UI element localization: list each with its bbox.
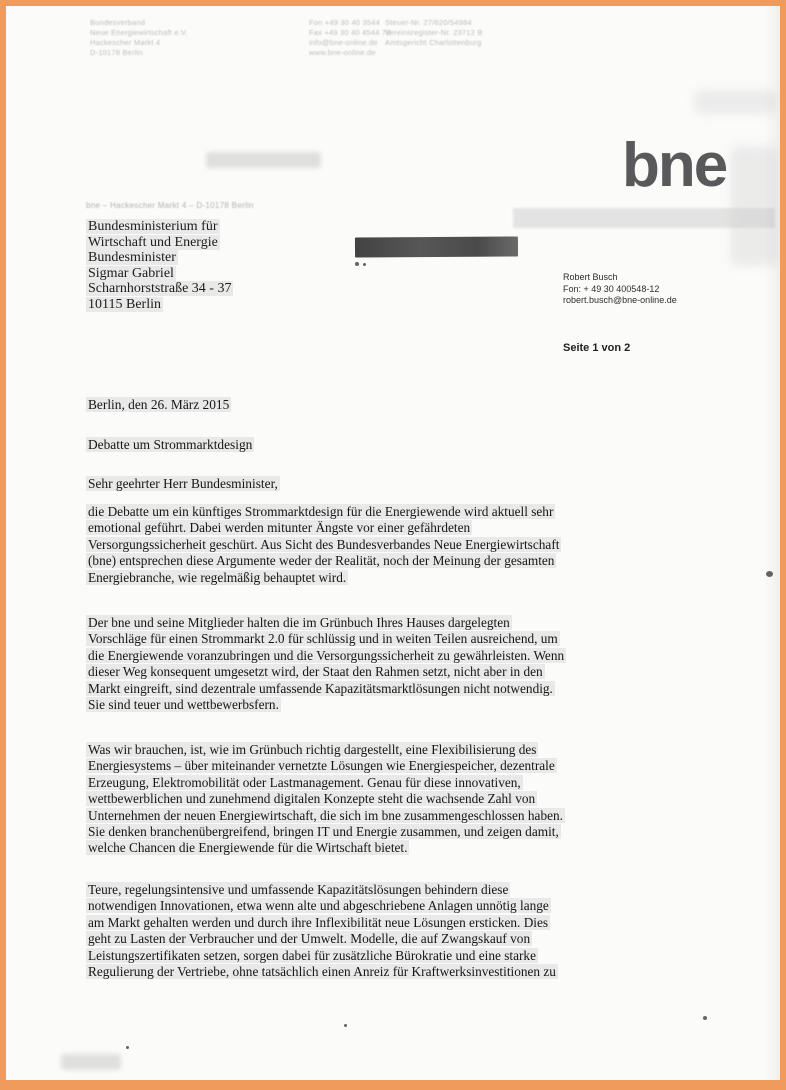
letterhead-line: Vereinsregister-Nr. 23712 B	[385, 28, 483, 37]
subject-text: Debatte um Strommarktdesign	[88, 437, 253, 452]
dateline-text: Berlin, den 26. März 2015	[88, 397, 230, 412]
scan-speck	[344, 1024, 347, 1027]
bne-logo: bne	[622, 131, 727, 200]
recipient-line-text: Bundesminister	[88, 250, 176, 266]
body-paragraph-text: die Debatte um ein künftiges Strommarktdesign für die Energiewende wird aktuell sehr emotional geführt. Dabei werden mitunter Ängste vor einer gefährdeten Versorgungssicherheit geschürt. Aus Sicht des Bundesverbandes Neue Energiewirtschaft (bne) entsprechen diese Argumente weder der Realität, noch der Meinung der gesamten Energiebranche, wie regelmäßig behauptet wird.	[88, 504, 560, 585]
letterhead-line: www.bne-online.de	[309, 48, 376, 57]
recipient-line-text: Wirtschaft und Energie	[88, 234, 218, 250]
scan-speck	[355, 262, 359, 266]
letterhead-left-column	[90, 18, 188, 58]
letterhead-right-column	[385, 18, 483, 48]
scan-smudge	[513, 208, 775, 228]
sender-return-line: bne – Hackescher Markt 4 – D-10178 Berlin	[86, 201, 254, 210]
contact-phone: Fon: + 49 30 400548-12	[563, 283, 660, 294]
redaction-bar	[355, 236, 518, 257]
salutation-text: Sehr geehrter Herr Bundesminister,	[88, 476, 278, 491]
scan-speck	[363, 263, 366, 266]
body-paragraph	[86, 615, 566, 713]
letterhead-line: Hackescher Markt 4	[90, 38, 161, 47]
letterhead-line: info@bne-online.de	[309, 38, 378, 47]
recipient-line	[86, 219, 233, 235]
letterhead-line: Steuer-Nr. 27/620/54984	[385, 18, 472, 27]
body-paragraph-text: Was wir brauchen, ist, wie im Grünbuch richtig dargestellt, eine Flexibilisierung des Energiesystems – über miteinander vernetzte Lösungen wie Energiespeicher, dezentrale Erzeugung, Elektromobilität oder Lastmanagement. Genau für diese innovativen, wettbewerblichen und zunehmend digitalen Konzepte steht die wachsende Zahl von Unternehmen der neuen Energiewirtschaft, die sich im bne zusammengeschlossen haben. Sie denken branchenübergreifend, bringen IT und Energie zusammen, und zeigen damit, welche Chancen die Energiewende für die Wirtschaft bietet.	[88, 742, 563, 856]
dateline	[86, 397, 231, 413]
letterhead-line: Bundesverband	[90, 18, 146, 27]
contact-block	[563, 272, 677, 307]
recipient-line	[86, 250, 233, 266]
body-paragraph-text: Teure, regelungsintensive und umfassende Kapazitätslösungen behindern diese notwendigen Innovationen, etwa wenn alte und abgeschriebene Anlagen unnötig lange am Markt gehalten werden und durch ihre Inflexibilität neue Lösungen ersticken. Dies geht zu Lasten der Verbraucher und der Umwelt. Modelle, die auf Zwangskauf von Leistungszertifikaten setzen, sorgen dabei für zusätzliche Bürokratie und eine starke Regulierung der Vertriebe, ohne tatsächlich einen Anreiz für Kraftwerksinvestitionen zu	[88, 882, 556, 980]
recipient-line	[86, 266, 233, 282]
scan-speck	[126, 1046, 129, 1049]
recipient-line-text: 10115 Berlin	[88, 296, 161, 312]
recipient-line	[86, 281, 233, 297]
scan-edge-shade	[764, 6, 780, 1080]
scan-speck	[703, 1016, 707, 1020]
letterhead-middle-column	[309, 18, 391, 58]
contact-email: robert.busch@bne-online.de	[563, 295, 677, 305]
salutation	[86, 476, 280, 492]
recipient-line	[86, 235, 233, 251]
body-paragraph	[86, 504, 566, 586]
letterhead-line: D-10178 Berlin	[90, 48, 143, 57]
scan-smudge	[61, 1054, 121, 1070]
recipient-line	[86, 297, 233, 313]
body-paragraph	[86, 882, 566, 980]
recipient-line-text: Scharnhorststraße 34 - 37	[88, 281, 232, 297]
letterhead-line: Amtsgericht Charlottenburg	[385, 38, 482, 47]
body-paragraph	[86, 742, 566, 857]
recipient-address	[86, 219, 233, 313]
subject-line	[86, 437, 254, 453]
letterhead-line: Neue Energiewirtschaft e.V.	[90, 28, 188, 37]
body-paragraph-text: Der bne und seine Mitglieder halten die im Grünbuch Ihres Hauses dargelegten Vorschläge für einen Strommarkt 2.0 für schlüssig und in weiten Teilen ausreichend, um die Energiewende voranzubringen und die Versorgungssicherheit zu gewährleisten. Wenn dieser Weg konsequent umgesetzt wird, der Staat den Rahmen setzt, nicht aber in den Markt eingreift, sind dezentrale umfassende Kapazitätsmarktlösungen nicht notwendig. Sie sind teuer und wettbewerbsfern.	[88, 615, 565, 713]
recipient-line-text: Bundesministerium für	[88, 219, 218, 234]
contact-name: Robert Busch	[563, 272, 618, 282]
recipient-line-text: Sigmar Gabriel	[88, 265, 174, 281]
scan-smudge	[206, 152, 321, 168]
letterhead-line: Fax +49 30 40 4544 70	[309, 28, 391, 37]
letterhead-line: Fon +49 30 40 3544	[309, 18, 380, 27]
page-indicator: Seite 1 von 2	[563, 342, 631, 354]
